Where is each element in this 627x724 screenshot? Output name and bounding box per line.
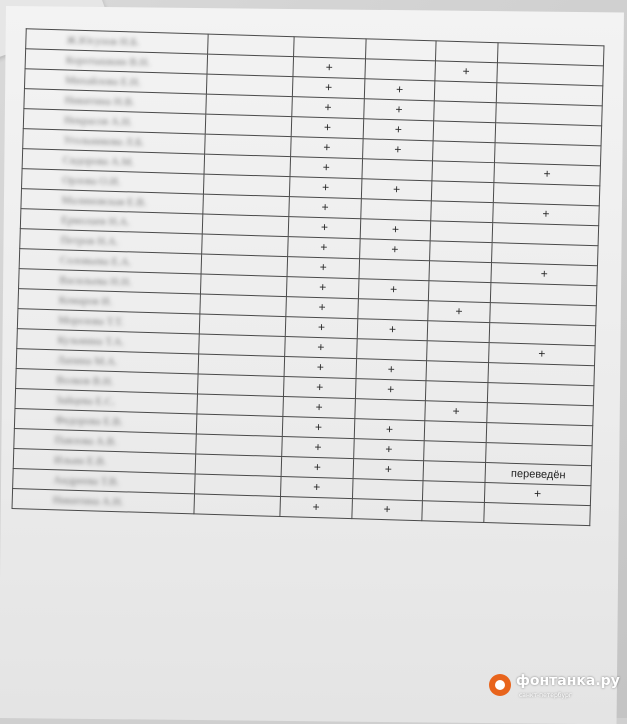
mark-cell — [282, 417, 355, 439]
plus-mark: + — [316, 359, 325, 375]
plus-mark: + — [318, 300, 326, 315]
mark-cell — [280, 476, 353, 498]
blank-cell — [202, 234, 289, 257]
mark-cell — [364, 79, 435, 101]
blurred-name: Лапина М.А. — [56, 354, 118, 369]
blank-cell — [200, 274, 287, 297]
plus-mark: + — [323, 140, 331, 155]
mark-cell — [430, 221, 493, 243]
plus-mark: + — [313, 459, 322, 475]
plus-mark: + — [313, 479, 321, 495]
blurred-name: Соловьева Е.А. — [59, 254, 132, 269]
table-body — [12, 29, 604, 526]
mark-cell — [288, 217, 361, 239]
mark-cell — [287, 257, 360, 279]
blank-cell — [194, 494, 281, 517]
blurred-name: Ильин Е.В. — [53, 454, 107, 468]
mark-cell — [354, 419, 425, 441]
blank-cell — [195, 474, 282, 497]
plus-mark: + — [543, 166, 551, 181]
plus-mark: + — [389, 282, 398, 297]
attendance-table — [11, 28, 604, 526]
plus-mark: + — [319, 260, 328, 275]
plus-mark: + — [324, 100, 332, 115]
blurred-name: Малиновская Е.В. — [61, 194, 147, 209]
mark-cell — [426, 361, 489, 383]
plus-mark: + — [315, 399, 323, 415]
mark-cell — [355, 399, 426, 421]
blank-cell — [195, 454, 282, 477]
plus-mark: + — [395, 82, 404, 97]
mark-cell — [281, 456, 354, 478]
blank-cell — [197, 374, 284, 397]
mark-cell — [432, 161, 495, 183]
mark-cell — [358, 279, 429, 301]
mark-cell — [352, 479, 423, 501]
mark-cell — [431, 201, 494, 223]
table-container — [11, 28, 604, 526]
blurred-name: Кузьмина Т.А. — [57, 334, 125, 349]
blank-cell — [208, 34, 295, 57]
fontanka-logo — [489, 672, 620, 708]
blurred-name: Петров Н.А. — [60, 234, 119, 249]
mark-cell — [363, 139, 434, 161]
blurred-name: Павлова А.В. — [54, 434, 118, 449]
logo-brand-text: фонтанка.ру — [516, 673, 620, 689]
mark-cell — [284, 357, 357, 379]
blurred-name: Никитина А.Н. — [52, 494, 124, 509]
blurred-name: Некрасов А.Н. — [63, 114, 133, 129]
plus-mark: + — [384, 462, 393, 477]
blank-cell — [205, 114, 292, 137]
blurred-name: Угольникова Л.Б. — [63, 134, 145, 149]
plus-mark: + — [317, 320, 326, 335]
fontanka-logo-icon — [489, 674, 511, 696]
plus-mark: + — [323, 120, 332, 135]
blurred-name: Андреева Т.В. — [53, 474, 120, 489]
mark-cell — [289, 197, 362, 219]
plus-mark: + — [324, 80, 333, 95]
plus-mark: + — [383, 502, 391, 517]
blurred-name: Никитина Н.В. — [64, 94, 135, 109]
plus-mark: + — [312, 499, 320, 515]
blurred-name: Федорова Е.В. — [54, 414, 124, 429]
mark-cell — [366, 39, 437, 61]
mark-cell — [291, 137, 364, 159]
mark-cell — [286, 297, 359, 319]
mark-cell — [429, 261, 492, 283]
plus-mark: + — [321, 180, 330, 195]
mark-cell — [427, 341, 490, 363]
mark-cell — [424, 421, 487, 443]
blurred-name: Комаров И. — [58, 294, 113, 308]
plus-mark: + — [320, 220, 329, 235]
plus-mark: + — [386, 382, 395, 397]
plus-mark: + — [395, 102, 403, 117]
blank-cell — [201, 254, 288, 277]
mark-cell — [285, 337, 358, 359]
blurred-name: Волков В.Н. — [56, 374, 114, 388]
mark-cell — [484, 503, 591, 526]
mark-cell — [359, 259, 430, 281]
mark-cell — [358, 299, 429, 321]
mark-cell — [285, 317, 358, 339]
mark-cell — [356, 359, 427, 381]
blank-cell — [198, 354, 285, 377]
mark-cell — [433, 141, 496, 163]
mark-cell — [434, 81, 497, 103]
mark-cell — [355, 379, 426, 401]
mark-cell — [424, 441, 487, 463]
plus-mark: + — [387, 362, 396, 377]
plus-mark: + — [385, 442, 393, 457]
transfer-note: переведён — [510, 467, 566, 482]
mark-cell — [290, 157, 363, 179]
plus-mark: + — [316, 379, 324, 395]
blurred-name: Васильева Н.Н. — [59, 274, 132, 289]
plus-mark: + — [317, 340, 325, 355]
mark-cell — [283, 377, 356, 399]
mark-cell — [431, 181, 494, 203]
plus-mark: + — [385, 422, 394, 437]
blurred-name: Ж.Юсупов Н.Б. — [66, 34, 140, 49]
plus-mark: + — [325, 60, 333, 75]
mark-cell — [430, 241, 493, 263]
mark-cell — [283, 397, 356, 419]
mark-cell — [280, 496, 353, 518]
mark-cell — [288, 237, 361, 259]
mark-cell — [435, 61, 498, 83]
logo-tagline: санкт-петербург — [519, 692, 573, 699]
mark-cell — [363, 119, 434, 141]
blank-cell — [200, 294, 287, 317]
blurred-name: Зайцева Е.С. — [55, 394, 116, 409]
mark-cell — [293, 57, 366, 79]
mark-cell — [360, 239, 431, 261]
plus-mark: + — [394, 122, 403, 137]
plus-mark: + — [321, 200, 329, 215]
mark-cell — [423, 461, 486, 483]
mark-cell — [357, 319, 428, 341]
mark-cell — [357, 339, 428, 361]
plus-mark: + — [320, 240, 328, 255]
blank-cell — [203, 174, 290, 197]
blank-cell — [206, 94, 293, 117]
mark-cell — [289, 177, 362, 199]
mark-cell — [428, 281, 491, 303]
plus-mark: + — [462, 64, 470, 79]
plus-mark: + — [542, 206, 550, 221]
plus-mark: + — [314, 419, 323, 435]
mark-cell — [360, 219, 431, 241]
mark-cell — [361, 179, 432, 201]
blurred-name: Сидорова А.М. — [62, 154, 135, 169]
plus-mark: + — [533, 486, 542, 501]
blurred-name: Коротышкин В.Н. — [65, 54, 151, 69]
mark-cell — [435, 41, 498, 63]
mark-cell — [434, 101, 497, 123]
mark-cell — [433, 121, 496, 143]
mark-cell — [353, 459, 424, 481]
plus-mark: + — [322, 160, 330, 175]
plus-mark: + — [314, 439, 322, 455]
mark-cell — [352, 499, 423, 521]
blank-cell — [197, 394, 284, 417]
plus-mark: + — [452, 404, 460, 419]
plus-mark: + — [394, 142, 402, 157]
blank-cell — [196, 414, 283, 437]
mark-cell — [291, 117, 364, 139]
name-cell — [12, 489, 195, 514]
mark-cell — [365, 59, 436, 81]
mark-cell — [286, 277, 359, 299]
plus-mark: + — [455, 304, 463, 319]
mark-cell — [422, 501, 485, 523]
mark-cell — [427, 321, 490, 343]
mark-cell — [292, 77, 365, 99]
mark-cell — [364, 99, 435, 121]
mark-cell — [425, 401, 488, 423]
mark-cell — [422, 481, 485, 503]
mark-cell — [362, 159, 433, 181]
document-page — [0, 6, 624, 724]
mark-cell — [354, 439, 425, 461]
blank-cell — [204, 154, 291, 177]
mark-cell — [294, 37, 367, 59]
plus-mark: + — [391, 222, 400, 237]
mark-cell — [292, 97, 365, 119]
plus-mark: + — [538, 346, 546, 361]
blurred-name: Михайлова Е.Н. — [65, 74, 142, 89]
blank-cell — [207, 54, 294, 77]
blank-cell — [203, 194, 290, 217]
mark-cell — [425, 381, 488, 403]
blank-cell — [206, 74, 293, 97]
plus-mark: + — [318, 280, 327, 295]
plus-mark: + — [392, 182, 401, 197]
plus-mark: + — [540, 266, 548, 281]
mark-cell — [361, 199, 432, 221]
blank-cell — [199, 314, 286, 337]
blank-cell — [199, 334, 286, 357]
blurred-name: Ермолаев Н.А. — [60, 214, 131, 229]
blurred-name: Морозова Т.Т. — [57, 314, 124, 329]
blurred-name: Орлова О.И. — [62, 174, 121, 189]
blank-cell — [205, 134, 292, 157]
mark-cell — [282, 436, 355, 458]
blank-cell — [196, 434, 283, 457]
mark-cell — [428, 301, 491, 323]
plus-mark: + — [391, 242, 399, 257]
blank-cell — [202, 214, 289, 237]
plus-mark: + — [388, 322, 397, 337]
